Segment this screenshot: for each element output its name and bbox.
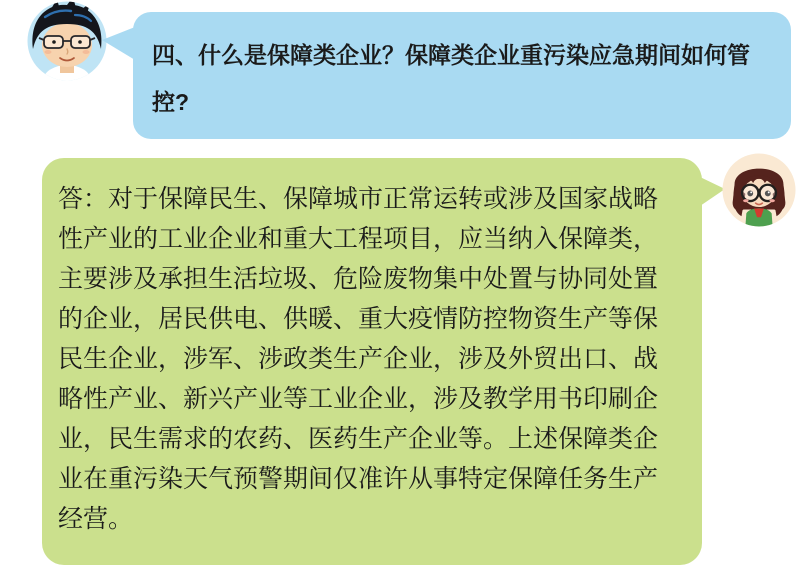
question-bubble <box>133 12 791 139</box>
question-text: 四、什么是保障类企业？保障类企业重污染应急期间如何管控? <box>152 42 750 115</box>
girl-avatar <box>722 153 796 227</box>
girl-avatar-icon <box>722 153 796 227</box>
answer-text: 答：对于保障民生、保障城市正常运转或涉及国家战略性产业的工业企业和重大工程项目，应当纳入保障类，主要涉及承担生活垃圾、危险废物集中处置与协同处置的企业，居民供电、供暖、重大疫情防控物资生产等保民生企业，涉军、涉政类生产企业，涉及外贸出口、战略性产业、新兴产业等工业企业，涉及教学用书印刷企业，民生需求的农药、医药生产企业等。上述保障类企业在重污染天气预警期间仅准许从事特定保障任务生产经营。 <box>58 185 659 533</box>
answer-bubble <box>42 158 702 565</box>
boy-avatar-icon <box>27 1 107 81</box>
boy-avatar <box>27 1 107 81</box>
question-bubble-tail <box>102 27 135 60</box>
